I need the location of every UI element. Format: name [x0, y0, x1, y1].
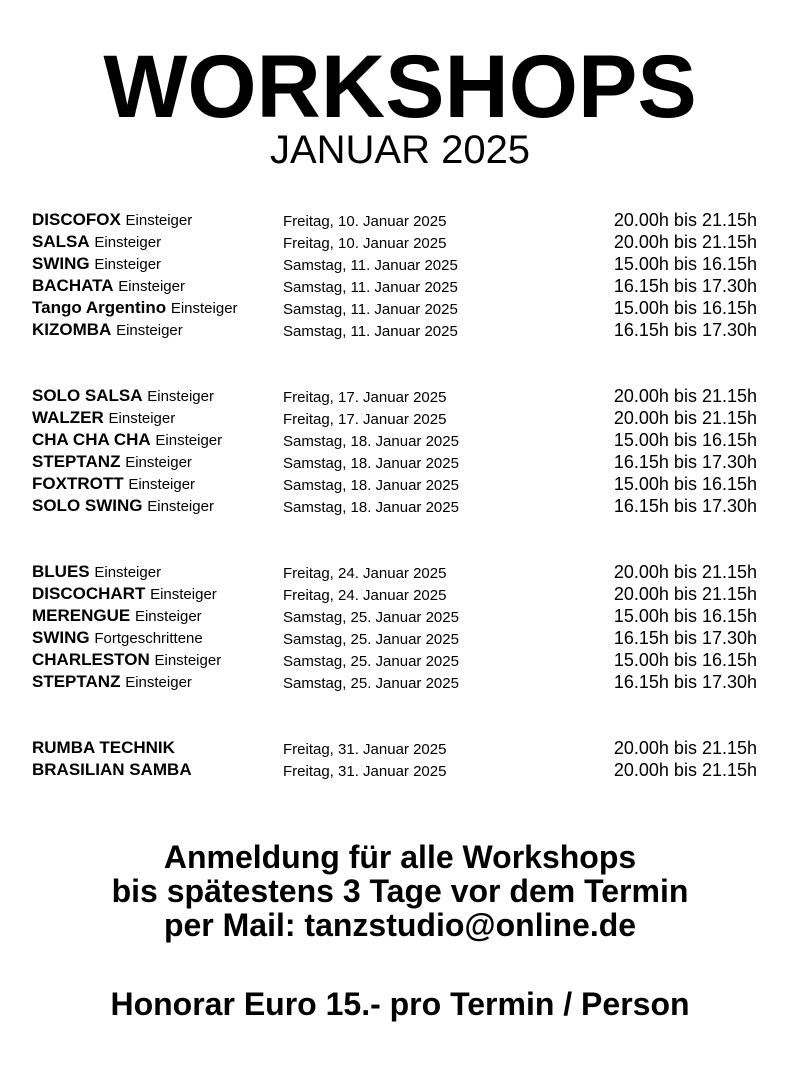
workshop-date: Freitag, 17. Januar 2025	[283, 411, 447, 428]
workshop-title	[32, 627, 203, 650]
workshop-date: Samstag, 11. Januar 2025	[283, 257, 458, 274]
workshop-row	[0, 737, 800, 759]
workshop-title	[32, 297, 238, 320]
workshop-title	[32, 561, 161, 584]
skill-level: Einsteiger	[94, 564, 162, 581]
workshop-row	[0, 473, 800, 495]
workshop-row	[0, 627, 800, 649]
registration-line-2: bis spätestens 3 Tage vor dem Termin	[111, 873, 689, 909]
page-title: WORKSHOPS	[103, 36, 697, 136]
workshop-time: 16.15h bis 17.30h	[613, 672, 757, 692]
workshop-time: 20.00h bis 21.15h	[613, 738, 757, 758]
workshop-title	[32, 275, 185, 298]
dance-name: BLUES	[32, 562, 90, 581]
dance-name: BRASILIAN SAMBA	[32, 760, 192, 779]
workshop-title	[32, 605, 202, 628]
skill-level: Einsteiger	[154, 652, 222, 669]
workshop-row	[0, 605, 800, 627]
workshop-row	[0, 583, 800, 605]
workshop-time: 16.15h bis 17.30h	[613, 276, 757, 296]
workshop-time: 15.00h bis 16.15h	[613, 650, 757, 670]
workshop-time: 16.15h bis 17.30h	[613, 496, 757, 516]
dance-name: KIZOMBA	[32, 320, 112, 339]
workshop-title	[32, 253, 161, 276]
workshop-date: Freitag, 10. Januar 2025	[283, 235, 447, 252]
workshop-date: Samstag, 18. Januar 2025	[283, 455, 459, 472]
skill-level: Einsteiger	[125, 454, 192, 471]
workshop-time: 16.15h bis 17.30h	[613, 452, 757, 472]
skill-level: Einsteiger	[125, 212, 193, 229]
skill-level: Einsteiger	[155, 432, 223, 449]
skill-level: Einsteiger	[94, 234, 162, 251]
workshop-date: Samstag, 25. Januar 2025	[283, 653, 459, 670]
workshop-row	[0, 649, 800, 671]
workshop-title	[32, 319, 183, 342]
workshop-row	[0, 407, 800, 429]
workshop-time: 20.00h bis 21.15h	[613, 584, 757, 604]
workshop-title	[32, 737, 175, 759]
workshop-time: 15.00h bis 16.15h	[613, 606, 757, 626]
workshop-title	[32, 209, 192, 232]
workshop-time: 15.00h bis 16.15h	[613, 474, 757, 494]
skill-level: Einsteiger	[147, 498, 214, 515]
workshop-date: Freitag, 24. Januar 2025	[283, 565, 447, 582]
dance-name: FOXTROTT	[32, 474, 124, 493]
workshop-date: Freitag, 31. Januar 2025	[283, 763, 447, 780]
workshop-row	[0, 275, 800, 297]
dance-name: RUMBA TECHNIK	[32, 738, 175, 757]
workshop-date: Samstag, 25. Januar 2025	[283, 609, 459, 626]
workshop-title	[32, 671, 192, 694]
workshop-time: 16.15h bis 17.30h	[613, 320, 757, 340]
workshop-date: Samstag, 18. Januar 2025	[283, 499, 459, 516]
workshop-title	[32, 473, 195, 496]
dance-name: BACHATA	[32, 276, 114, 295]
workshop-date: Samstag, 18. Januar 2025	[283, 477, 459, 494]
workshop-date: Samstag, 25. Januar 2025	[283, 631, 459, 648]
workshop-title	[32, 429, 222, 452]
workshop-time: 15.00h bis 16.15h	[613, 254, 757, 274]
dance-name: CHARLESTON	[32, 650, 150, 669]
skill-level: Einsteiger	[134, 608, 202, 625]
workshop-title	[32, 407, 175, 430]
dance-name: SWING	[32, 628, 90, 647]
dance-name: SWING	[32, 254, 90, 273]
workshop-row	[0, 319, 800, 341]
dance-name: SOLO SALSA	[32, 386, 143, 405]
workshop-title	[32, 231, 161, 254]
dance-name: CHA CHA CHA	[32, 430, 151, 449]
workshop-title	[32, 649, 221, 672]
workshop-row	[0, 209, 800, 231]
dance-name: Tango Argentino	[32, 298, 167, 317]
skill-level: Einsteiger	[125, 674, 192, 691]
skill-level: Einsteiger	[108, 410, 176, 427]
workshop-row	[0, 385, 800, 407]
dance-name: SOLO SWING	[32, 496, 143, 515]
workshop-date: Freitag, 24. Januar 2025	[283, 587, 447, 604]
workshop-time: 16.15h bis 17.30h	[613, 628, 757, 648]
week-group-4	[0, 737, 800, 781]
workshop-title	[32, 583, 217, 606]
workshop-date: Samstag, 11. Januar 2025	[283, 301, 458, 318]
workshop-time: 20.00h bis 21.15h	[613, 562, 757, 582]
registration-line-1: Anmeldung für alle Workshops	[163, 839, 637, 875]
workshop-row	[0, 253, 800, 275]
dance-name: SALSA	[32, 232, 90, 251]
skill-level: Einsteiger	[147, 388, 214, 405]
workshop-row	[0, 297, 800, 319]
dance-name: STEPTANZ	[32, 672, 121, 691]
workshop-date: Samstag, 11. Januar 2025	[283, 323, 458, 340]
workshop-date: Freitag, 10. Januar 2025	[283, 213, 447, 230]
dance-name: WALZER	[32, 408, 104, 427]
workshop-row	[0, 451, 800, 473]
skill-level: Einsteiger	[116, 322, 183, 339]
dance-name: DISCOFOX	[32, 210, 121, 229]
workshop-row	[0, 495, 800, 517]
workshop-time: 20.00h bis 21.15h	[613, 210, 757, 230]
workshop-time: 20.00h bis 21.15h	[613, 232, 757, 252]
skill-level: Einsteiger	[128, 476, 196, 493]
skill-level: Einsteiger	[170, 300, 238, 317]
workshop-date: Samstag, 25. Januar 2025	[283, 675, 459, 692]
workshop-date: Samstag, 11. Januar 2025	[283, 279, 458, 296]
workshop-title	[32, 495, 214, 518]
skill-level: Einsteiger	[94, 256, 162, 273]
fee-line: Honorar Euro 15.- pro Termin / Person	[110, 986, 690, 1022]
dance-name: STEPTANZ	[32, 452, 121, 471]
workshop-row	[0, 231, 800, 253]
dance-name: DISCOCHART	[32, 584, 146, 603]
workshop-time: 15.00h bis 16.15h	[613, 298, 757, 318]
week-group-1	[0, 209, 800, 341]
workshop-date: Freitag, 17. Januar 2025	[283, 389, 447, 406]
skill-level: Fortgeschrittene	[94, 630, 203, 647]
workshop-row	[0, 671, 800, 693]
registration-email-line: per Mail: tanzstudio@online.de	[163, 907, 637, 943]
workshop-title	[32, 759, 192, 781]
workshop-time: 15.00h bis 16.15h	[613, 430, 757, 450]
workshop-title	[32, 385, 214, 408]
skill-level: Einsteiger	[118, 278, 185, 295]
workshop-time: 20.00h bis 21.15h	[613, 760, 757, 780]
week-group-3	[0, 561, 800, 693]
skill-level: Einsteiger	[150, 586, 217, 603]
workshop-title	[32, 451, 192, 474]
workshop-time: 20.00h bis 21.15h	[613, 408, 757, 428]
week-group-2	[0, 385, 800, 517]
workshop-date: Samstag, 18. Januar 2025	[283, 433, 459, 450]
dance-name: MERENGUE	[32, 606, 131, 625]
workshop-date: Freitag, 31. Januar 2025	[283, 741, 447, 758]
workshop-row	[0, 429, 800, 451]
page-subtitle: JANUAR 2025	[269, 128, 531, 172]
workshop-row	[0, 759, 800, 781]
workshop-row	[0, 561, 800, 583]
workshop-time: 20.00h bis 21.15h	[613, 386, 757, 406]
